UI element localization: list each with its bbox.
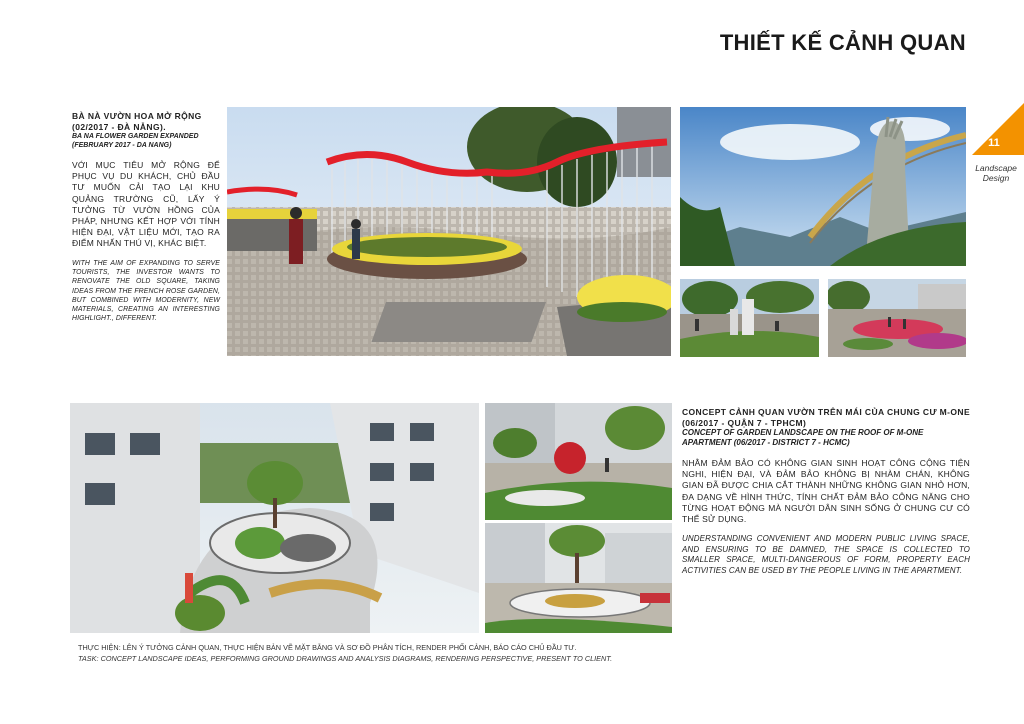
project1-description-en: WITH THE AIM OF EXPANDING TO SERVE TOURISTS, THE INVESTOR WANTS TO RENOVATE THE OLD SQUARE, TAKING IDEAS FROM THE FRENCH ROSE GARDEN, BUT COMBINED WITH MODERNITY, NEW MATERIALS, CREATING AN INTERESTING HIGHLIGHT., DIFFERENT. (72, 259, 220, 323)
project2-text (682, 407, 970, 576)
garden-render-main (227, 107, 671, 356)
rooftop-garden-render-1 (485, 403, 672, 520)
footer-task-en: TASK: CONCEPT LANDSCAPE IDEAS, PERFORMING GROUND DRAWINGS AND ANALYSIS DIAGRAMS, RENDERING PERSPECTIVE, PRESENT TO CLIENT. (78, 654, 613, 663)
project2-heading: CONCEPT CẢNH QUAN VƯỜN TRÊN MÁI CỦA CHUNG CƯ M-ONE (06/2017 - QUẬN 7 - TPHCM) (682, 407, 971, 428)
project1-description-vi: VỚI MỤC TIÊU MỞ RỘNG ĐỂ PHỤC VỤ DU KHÁCH, CHỦ ĐẦU TƯ MUỐN CẢI TẠO LẠI KHU QUẢNG TRƯỜNG CŨ, LẤY Ý TƯỞNG TỪ VƯỜN HỒNG CỦA PHÁP, NHƯNG KẾT HỢP VỚI TÍNH HIỆN ĐẠI, VẬT LIỆU MỚI, TẠO RA ĐIỂM NHẤN THÚ VỊ, KHÁC BIỆT. (72, 160, 220, 249)
rooftop-garden-aerial-render (70, 403, 479, 633)
garden-detail-render-1 (680, 279, 819, 357)
garden-detail-render-2 (828, 279, 966, 357)
project1-heading: BÀ NÀ VƯỜN HOA MỞ RỘNG (02/2017 - ĐÀ NẴNG). (72, 111, 202, 132)
project2-subheading: CONCEPT OF GARDEN LANDSCAPE ON THE ROOF OF M-ONE APARTMENT (06/2017 - DISTRICT 7 - HCMC) (682, 428, 924, 447)
footer-task-vi: THỰC HIỆN: LÊN Ý TƯỞNG CẢNH QUAN, THỰC HIỆN BẢN VẼ MẶT BẰNG VÀ SƠ ĐỒ PHÂN TÍCH, RENDER PHỐI CẢNH, BÁO CÁO CHỦ ĐẦU TƯ. (78, 643, 577, 652)
page-number: 11 (988, 137, 1000, 149)
footer-task-note (78, 642, 678, 664)
section-label: Landscape Design (975, 163, 1017, 183)
golden-bridge-render (680, 107, 966, 266)
page-title: THIẾT KẾ CẢNH QUAN (719, 30, 966, 55)
project2-description-vi: NHẰM ĐẢM BẢO CÓ KHÔNG GIAN SINH HOẠT CÔNG CỘNG TIỆN NGHI, HIỆN ĐẠI, VÀ ĐẢM BẢO KHÔNG BỊ NHÀM CHÁN, KHÔNG GIAN ĐÃ ĐƯỢC CHIA CẮT THÀNH NHỮNG KHÔNG GIAN NHỎ HƠN, ĐA DẠNG VỀ HÌNH THỨC, TÍNH CHẤT ĐẢM BẢO CÔNG NĂNG CHO TỪNG HOẠT ĐỘNG MÀ NGƯỜI DÂN SINH SỐNG Ở CHUNG CƯ CÓ THỂ SỬ DỤNG. (682, 458, 970, 525)
rooftop-garden-render-2 (485, 523, 672, 633)
project1-text (72, 111, 220, 324)
project1-subheading: BA NA FLOWER GARDEN EXPANDED (FEBRUARY 2017 - DA NANG) (72, 133, 199, 149)
project2-description-en: UNDERSTANDING CONVENIENT AND MODERN PUBLIC LIVING SPACE, AND ENSURING TO BE DAMNED, THE SPACE IS COLLECTED TO SMALLER SPACE, MULTI-DANGEROUS OF FORM, PROPERTY EACH ACTIVITIES CAN BE USED BY THE PEOPLE LIVING IN THE APARTMENT. (682, 534, 970, 575)
